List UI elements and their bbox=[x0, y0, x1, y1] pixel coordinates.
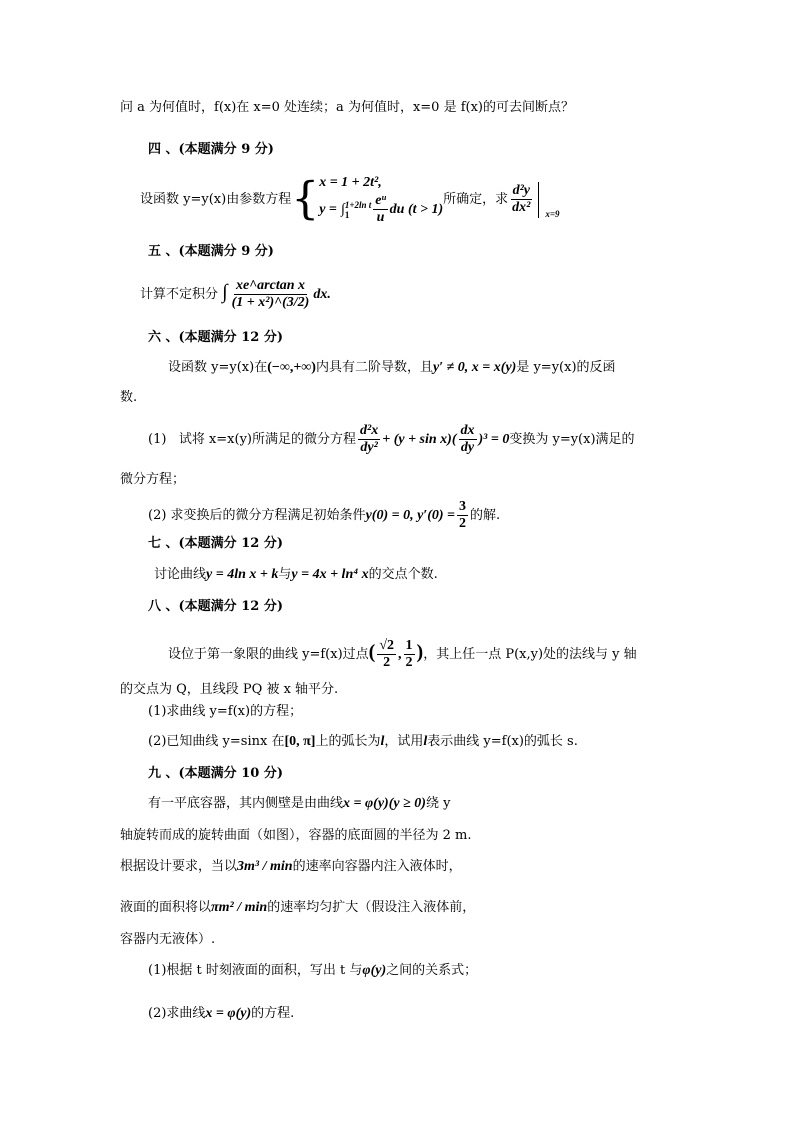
q4-deriv-num: d²y bbox=[512, 183, 530, 198]
q8-pt-x bbox=[377, 638, 396, 671]
q7-eq2: y = 4x + ln⁴ x bbox=[291, 567, 369, 582]
q6-part2 bbox=[148, 496, 500, 536]
q4-brace: { bbox=[291, 173, 320, 225]
q8-pt-num1: √2 bbox=[379, 638, 395, 653]
q6-p1-deriv bbox=[358, 423, 380, 456]
q9-line3-rate: 3m³ / min bbox=[237, 859, 293, 874]
q6-p2-text-b: 的解. bbox=[470, 508, 501, 523]
q5-tail: dx. bbox=[313, 287, 331, 302]
q4-heading: 四 、(本题满分 9 分) bbox=[148, 142, 274, 157]
q9-line4-b: 的速率均匀扩大（假设注入液体前， bbox=[267, 900, 476, 915]
q8-pt-den1: 2 bbox=[383, 655, 391, 670]
q4-deriv-den: dx² bbox=[512, 200, 531, 215]
q9-part2 bbox=[148, 1004, 294, 1024]
q5-den: (1 + x²)^(3/2) bbox=[231, 295, 310, 310]
q8-intro bbox=[168, 630, 637, 674]
q9-line1 bbox=[148, 794, 450, 814]
q6-heading: 六 、(本题满分 12 分) bbox=[148, 330, 283, 345]
q6-intro-b: 内具有二阶导数，且 bbox=[315, 360, 433, 375]
q4-upper-limit: 1+2ln t bbox=[344, 199, 372, 210]
q9-p2-a: (2)求曲线 bbox=[148, 1006, 206, 1021]
q8-paren-close: ) bbox=[416, 641, 424, 663]
q4-integrand bbox=[373, 193, 387, 226]
q9-line1-a: 有一平底容器，其内侧壁是由曲线 bbox=[148, 796, 344, 811]
q9-line3-a: 根据设计要求，当以 bbox=[120, 859, 238, 874]
q4-eval-at: x=9 bbox=[545, 209, 560, 219]
q8-intro-wrap: 的交点为 Q，且线段 PQ 被 x 轴平分. bbox=[120, 682, 339, 697]
q8-comma: , bbox=[398, 647, 402, 662]
q6-intro-c: 是 y=y(x)的反函 bbox=[516, 360, 616, 375]
q4-text-a: 设函数 y=y(x)由参数方程 bbox=[140, 192, 292, 207]
q5-integrand bbox=[230, 278, 312, 311]
q8-intro-a: 设位于第一象限的曲线 y=f(x)过点 bbox=[168, 647, 369, 662]
q9-line3 bbox=[120, 857, 462, 877]
q6-p1-mid: + (y + sin x)( bbox=[382, 432, 457, 447]
q6-p1-wrap: 微分方程； bbox=[120, 472, 186, 487]
q9-p1-phi: φ(y) bbox=[362, 963, 387, 978]
q4-eval-bar bbox=[538, 182, 539, 218]
q9-line4-rate: πm² / min bbox=[211, 900, 268, 915]
q9-line1-eq: x = φ(y)(y ≥ 0) bbox=[343, 796, 426, 811]
q7-text-a: 讨论曲线 bbox=[154, 567, 207, 582]
q9-line1-b: 绕 y bbox=[425, 796, 451, 811]
q6-p2-text-a: (2) 求变换后的微分方程满足初始条件 bbox=[148, 508, 366, 523]
q6-p1-den2: dy bbox=[460, 440, 475, 455]
q4-eq2 bbox=[319, 193, 443, 226]
q8-p2-c: ，试用 bbox=[384, 734, 424, 749]
q6-p2-frac bbox=[457, 499, 468, 532]
q8-p2-l: l bbox=[380, 734, 385, 749]
q8-part2 bbox=[148, 732, 578, 752]
q4-system bbox=[319, 173, 443, 226]
q5-num: xe^arctan x bbox=[235, 278, 305, 293]
q8-p2-d: 表示曲线 y=f(x)的弧长 s. bbox=[427, 734, 578, 749]
q6-interval: (−∞,+∞) bbox=[267, 360, 316, 375]
q6-intro bbox=[168, 358, 616, 378]
q7-text-b: 与 bbox=[278, 567, 292, 582]
q6-p1-deriv2 bbox=[459, 423, 477, 456]
q4-integrand-den: u bbox=[376, 210, 385, 225]
q4-body bbox=[140, 172, 560, 228]
q6-p1-text-b: 变换为 y=y(x)满足的 bbox=[509, 432, 635, 447]
q6-p2-den: 2 bbox=[459, 516, 467, 531]
q6-p1-den: dy² bbox=[360, 440, 378, 455]
q8-p2-l2: l bbox=[423, 734, 428, 749]
q9-line2: 轴旋转而成的旋转曲面（如图），容器的底面圆的半径为 2 m. bbox=[120, 828, 472, 843]
q6-intro-a: 设函数 y=y(x)在 bbox=[168, 360, 268, 375]
q9-line5: 容器内无液体）. bbox=[120, 932, 216, 947]
q9-p2-b: 的方程. bbox=[251, 1006, 295, 1021]
q9-part1 bbox=[148, 961, 477, 981]
q6-condition: y′ ≠ 0, x = x(y) bbox=[432, 360, 517, 375]
q6-p1-num: d²x bbox=[360, 423, 379, 438]
q6-intro-wrap: 数. bbox=[120, 390, 138, 405]
q7-eq1: y = 4ln x + k bbox=[206, 567, 279, 582]
q4-eq2-lhs: y = bbox=[319, 202, 337, 217]
q4-eq2-tail: du (t > 1) bbox=[389, 202, 444, 217]
q8-heading: 八 、(本题满分 12 分) bbox=[148, 599, 283, 614]
q4-eq1: x = 1 + 2t², bbox=[319, 175, 382, 190]
q8-p2-a: (2)已知曲线 y=sinx 在 bbox=[148, 734, 285, 749]
q8-p2-interval: [0, π] bbox=[284, 734, 316, 749]
q9-p2-eq: x = φ(y) bbox=[205, 1006, 252, 1021]
q9-line4-a: 液面的面积将以 bbox=[120, 900, 212, 915]
q9-line4 bbox=[120, 898, 475, 918]
q9-line3-b: 的速率向容器内注入液体时， bbox=[292, 859, 462, 874]
q6-p1-label: (1) bbox=[148, 432, 167, 447]
q9-p1-b: 之间的关系式； bbox=[386, 963, 478, 978]
q8-intro-b: ，其上任一点 P(x,y)处的法线与 y 轴 bbox=[423, 647, 637, 662]
q7-heading: 七 、(本题满分 12 分) bbox=[148, 536, 283, 551]
q9-heading: 九 、(本题满分 10 分) bbox=[148, 766, 283, 781]
q5-heading: 五 、(本题满分 9 分) bbox=[148, 244, 274, 259]
q6-p2-cond: y(0) = 0, y′(0) = bbox=[365, 508, 456, 523]
q3-tail-text: 问 a 为何值时，f(x)在 x=0 处连续；a 为何值时，x=0 是 f(x)的可去间断点？ bbox=[120, 100, 574, 115]
q6-p1-num2: dx bbox=[460, 423, 475, 438]
q4-integrand-num: eᵘ bbox=[375, 193, 386, 208]
q5-text: 计算不定积分 bbox=[140, 287, 219, 302]
q4-limits bbox=[345, 200, 371, 220]
q4-lower-limit: 1 bbox=[344, 209, 350, 220]
q8-pt-den2: 2 bbox=[405, 655, 413, 670]
q5-integral-sign: ∫ bbox=[222, 281, 228, 303]
q8-pt-y bbox=[404, 638, 415, 671]
q5-body bbox=[140, 272, 331, 312]
q7-body bbox=[154, 565, 438, 585]
q8-p2-b: 上的弧长为 bbox=[315, 734, 381, 749]
q8-paren-open: ( bbox=[368, 641, 376, 663]
q6-p2-num: 3 bbox=[459, 499, 467, 514]
q7-text-c: 的交点个数. bbox=[368, 567, 438, 582]
q8-pt-num2: 1 bbox=[405, 638, 413, 653]
q6-part1 bbox=[148, 420, 635, 460]
q9-p1-a: (1)根据 t 时刻液面的面积，写出 t 与 bbox=[148, 963, 363, 978]
q8-part1: (1)求曲线 y=f(x)的方程； bbox=[148, 704, 303, 719]
q6-p1-text-a: 试将 x=x(y)所满足的微分方程 bbox=[178, 432, 357, 447]
q4-integral-sign: ∫ bbox=[341, 202, 345, 217]
q4-text-b: 所确定，求 bbox=[443, 192, 509, 207]
q6-p1-tail: )³ = 0 bbox=[478, 432, 510, 447]
q4-derivative bbox=[510, 183, 532, 216]
